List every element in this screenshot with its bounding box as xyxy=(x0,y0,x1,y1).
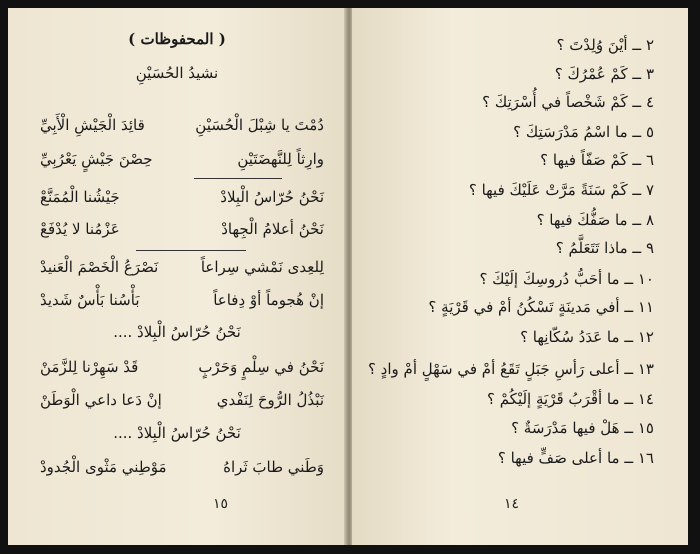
question-text: ما عَدَدُ سُكّانِها ؟ xyxy=(520,328,620,346)
question-dash: ــ xyxy=(627,93,646,111)
question-number: ٢ xyxy=(645,36,654,54)
question-dash: ــ xyxy=(627,151,646,169)
hemistich-second: بَأْسُنا بَأْسٌ شَديدْ xyxy=(40,291,140,309)
question-dash: ــ xyxy=(627,65,646,83)
question-line xyxy=(482,93,654,111)
question-dash: ــ xyxy=(627,36,646,54)
verse-line xyxy=(40,150,324,168)
question-number: ١٦ xyxy=(637,449,654,467)
refrain: نَحْنُ حُرّاسُ الْبِلادْ .... xyxy=(113,424,241,442)
question-number: ١٥ xyxy=(637,419,654,437)
question-dash: ــ xyxy=(619,298,638,316)
page-number: ١٥ xyxy=(213,496,229,512)
verse-line xyxy=(40,258,324,276)
question-number: ٩ xyxy=(645,239,654,257)
question-text: ما اسْمُ مَدْرَسَتِكَ ؟ xyxy=(513,123,628,141)
question-number: ٧ xyxy=(645,181,654,199)
question-number: ٨ xyxy=(645,211,654,229)
question-text: أفي مَدينَةٍ تَسْكُنُ أمْ في قَرْيَةٍ ؟ xyxy=(428,298,620,316)
question-dash: ــ xyxy=(627,211,646,229)
question-text: ما أحَبُّ دُروسِكَ إلَيْكَ ؟ xyxy=(479,270,620,288)
question-dash: ــ xyxy=(619,390,638,408)
question-number: ٣ xyxy=(645,65,654,83)
question-dash: ــ xyxy=(627,123,646,141)
right-page xyxy=(352,8,688,545)
refrain: نَحْنُ حُرّاسُ الْبِلادْ .... xyxy=(113,323,241,341)
question-line xyxy=(469,181,654,199)
question-line xyxy=(556,239,654,257)
question-dash: ــ xyxy=(619,419,638,437)
question-text: كَمْ صَفّاً فيها ؟ xyxy=(540,151,628,169)
question-text: أعلى رَأسِ جَبَلٍ تَقَعُ أمْ في سَهْلٍ أمْ وادٍ ؟ xyxy=(367,360,620,378)
verse-line xyxy=(40,458,324,476)
question-text: هَلْ فيها مَدْرَسَةٌ ؟ xyxy=(511,419,620,437)
question-line xyxy=(555,65,654,83)
question-line xyxy=(540,151,654,169)
question-text: ما صَفُّكَ فيها ؟ xyxy=(536,211,628,229)
hemistich-second: حِصْنَ جَيْشٍ يَعْرُبِيِّ xyxy=(40,150,153,168)
question-text: ما أقْرَبُ قَرْيَةٍ إلَيْكُمْ ؟ xyxy=(486,390,620,408)
hemistich-first: دُمْتَ يا شِبْلَ الْحُسَيْنِ xyxy=(195,116,324,134)
question-text: ماذا تَتَعَلَّمُ ؟ xyxy=(555,239,628,257)
question-number: ٥ xyxy=(645,123,654,141)
underline xyxy=(136,250,246,251)
question-dash: ــ xyxy=(627,181,646,199)
question-text: كَمْ شَخْصاً في أُسْرَتِكَ ؟ xyxy=(482,93,628,111)
hemistich-second: مَوْطِني مَثْوى الْجُدودْ xyxy=(40,458,167,476)
question-text: ما أعلى صَفٍّ فيها ؟ xyxy=(497,449,620,467)
page-number: ١٤ xyxy=(504,496,520,512)
hemistich-second: قائِدَ الْجَيْشِ الْأَبِيِّ xyxy=(40,116,145,134)
question-number: ١٢ xyxy=(637,328,654,346)
question-number: ١٣ xyxy=(637,360,654,378)
hemistich-second: نَصْرَعُ الْخَصْمَ الْعَنيدْ xyxy=(40,258,159,276)
hemistich-first: لِلعِدى نَمْشي سِراعاً xyxy=(200,258,324,276)
question-line xyxy=(513,123,654,141)
question-line xyxy=(511,419,654,437)
poem-title: نشيدُ الحُسَيْنِ xyxy=(135,64,219,82)
question-text: أيْنَ وُلِدْتَ ؟ xyxy=(556,36,628,54)
question-line xyxy=(428,298,654,316)
underline xyxy=(194,178,282,179)
question-line xyxy=(557,36,654,54)
verse-line xyxy=(40,220,324,238)
question-number: ٦ xyxy=(645,151,654,169)
verse-line xyxy=(40,291,324,309)
verse-line xyxy=(40,116,324,134)
hemistich-first: وَطَني طابَ ثَراهُ xyxy=(223,458,324,476)
question-line xyxy=(498,449,654,467)
verse-line xyxy=(40,391,324,409)
question-number: ١٠ xyxy=(637,270,654,288)
question-line xyxy=(479,270,654,288)
hemistich-second: عَزْمُنا لا يُدْفَعْ xyxy=(40,220,120,238)
question-dash: ــ xyxy=(619,449,638,467)
left-page xyxy=(8,8,346,545)
hemistich-first: وارِثاً لِلنَّهضَتَيْنِ xyxy=(237,150,324,168)
question-line xyxy=(520,328,654,346)
hemistich-first: نَبْذُلُ الرُّوحَ لِنَفْدي xyxy=(216,391,324,409)
hemistich-first: نَحْنُ في سِلْمٍ وَحَرْبٍ xyxy=(198,358,324,376)
verse-line xyxy=(40,358,324,376)
question-dash: ــ xyxy=(627,239,646,257)
question-text: كَمْ عُمْرُكَ ؟ xyxy=(554,65,628,83)
question-line xyxy=(537,211,654,229)
hemistich-first: نَحْنُ حُرّاسُ الْبِلادْ xyxy=(220,188,324,206)
question-dash: ــ xyxy=(619,360,638,378)
hemistich-first: نَحْنُ أعلامُ الْجِهادْ xyxy=(221,220,324,238)
question-line xyxy=(487,390,654,408)
question-number: ٤ xyxy=(645,93,654,111)
hemistich-first: إنْ هُجوماً أوْ دِفاعاً xyxy=(213,291,324,309)
question-dash: ــ xyxy=(619,328,638,346)
section-heading: ( المحفوظات ) xyxy=(128,30,226,48)
verse-line xyxy=(40,188,324,206)
question-line xyxy=(368,360,654,378)
hemistich-second: جَيْشُنا الْمُمَنَّعْ xyxy=(40,188,120,206)
hemistich-second: إنْ دَعا داعي الْوَطَنْ xyxy=(40,391,162,409)
hemistich-second: قَدْ سَهِرْنا لِلزَّمَنْ xyxy=(40,358,139,376)
question-number: ١٤ xyxy=(637,390,654,408)
question-text: كَمْ سَنَةً مَرَّتْ عَلَيْكَ فيها ؟ xyxy=(468,181,628,199)
question-number: ١١ xyxy=(637,298,654,316)
question-dash: ــ xyxy=(619,270,638,288)
